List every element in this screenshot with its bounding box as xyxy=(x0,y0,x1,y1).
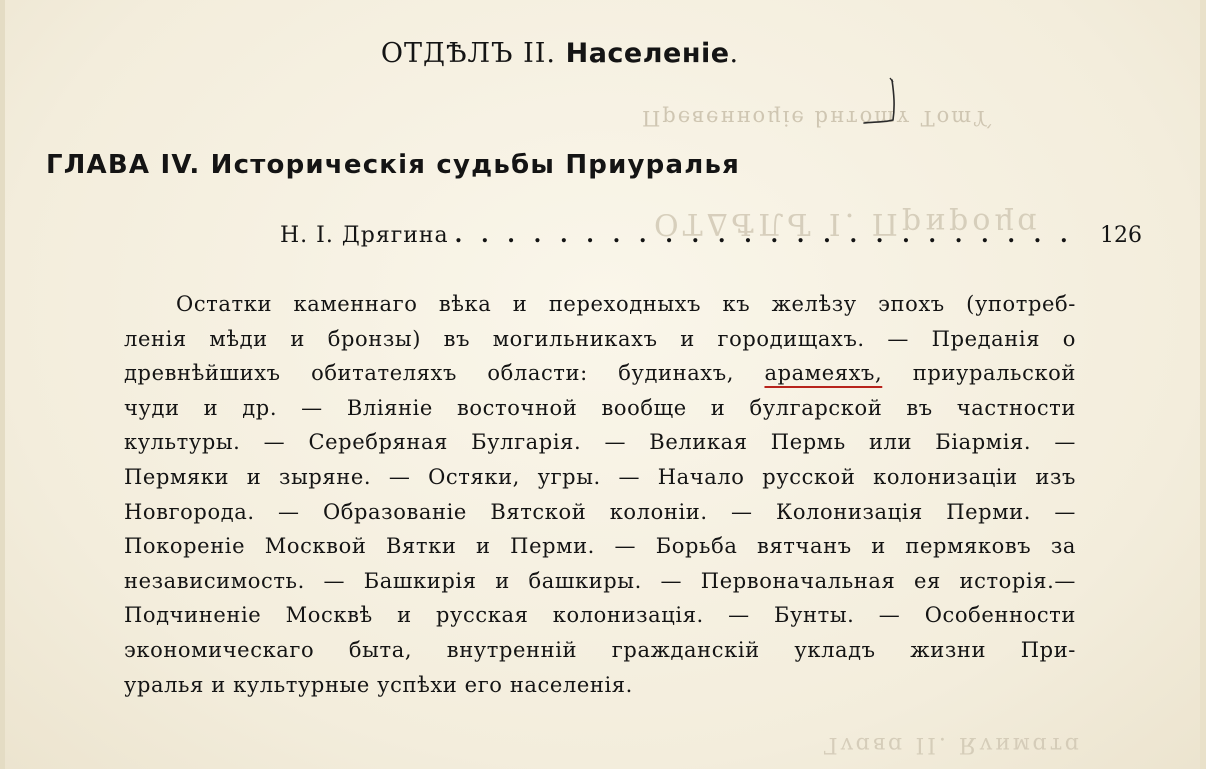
dot-leader xyxy=(455,222,1076,248)
underlined-word: арамеяхъ, xyxy=(764,361,883,386)
summary-line: Новгорода. — Образованіе Вятской колоніи. — Колонизація Перми. — xyxy=(124,499,1076,524)
summary-line: уралья и культурные успѣхи его населенія. xyxy=(124,672,633,697)
summary-line: ленія мѣди и бронзы) въ могильникахъ и городищахъ. — Преданія о xyxy=(124,326,1076,351)
entry-author: Н. I. Дрягина xyxy=(280,223,449,248)
chapter-title: Историческія судьбы Приуралья xyxy=(210,150,740,180)
summary-line: чуди и др. — Вліяніе восточной вообще и булгарской въ частности xyxy=(124,395,1076,420)
page-edge-left xyxy=(0,0,5,769)
summary-line: Покореніе Москвой Вятки и Перми. — Борьба вятчанъ и пермяковъ за xyxy=(124,534,1076,559)
section-title: Населеніе xyxy=(565,38,730,69)
summary-line: экономическаго быта, внутренній гражданскій укладъ жизни При- xyxy=(124,637,1076,662)
summary-line: Пермяки и зыряне. — Остяки, угры. — Начало русской колонизаціи изъ xyxy=(124,464,1076,489)
chapter-separator: . xyxy=(189,150,201,180)
summary-line xyxy=(124,356,1076,391)
summary-line-part: древнѣйшихъ обитателяхъ области: будинахъ, xyxy=(124,361,734,386)
summary-line: Подчиненіе Москвѣ и русская колонизація. — Бунты. — Особенности xyxy=(124,603,1076,628)
summary-line: Остатки каменнаго вѣка и переходныхъ къ желѣзу эпохъ (употреб- xyxy=(176,292,1076,316)
section-heading xyxy=(0,38,1120,69)
pencil-mark-icon xyxy=(862,76,912,136)
chapter-heading xyxy=(46,150,740,180)
bleed-through-text: ϓmoT ʏmoтнd ɘіµоннɘвɘqП xyxy=(640,106,992,130)
bleed-through-text: ɒµоqиqП .I ЪЛѢ∆TO xyxy=(650,206,1038,241)
section-prefix: ОТДѢЛЪ II. xyxy=(380,38,556,69)
chapter-label: ГЛАВА IV xyxy=(46,150,190,180)
bleed-through-text: ɒтɒмиvЯ .II ɒвɒvГ xyxy=(820,732,1080,757)
section-period: . xyxy=(729,38,740,69)
summary-line: независимость. — Башкирія и башкиры. — Первоначальная ея исторія.— xyxy=(124,568,1076,593)
summary-line: культуры. — Серебряная Булгарія. — Великая Пермь или Біармія. — xyxy=(124,430,1076,455)
summary-line-part: приуральской xyxy=(912,361,1077,386)
entry-page-number: 126 xyxy=(1100,223,1142,248)
chapter-summary xyxy=(124,287,1076,702)
page-edge-right xyxy=(1200,0,1206,769)
toc-entry xyxy=(280,222,1142,252)
